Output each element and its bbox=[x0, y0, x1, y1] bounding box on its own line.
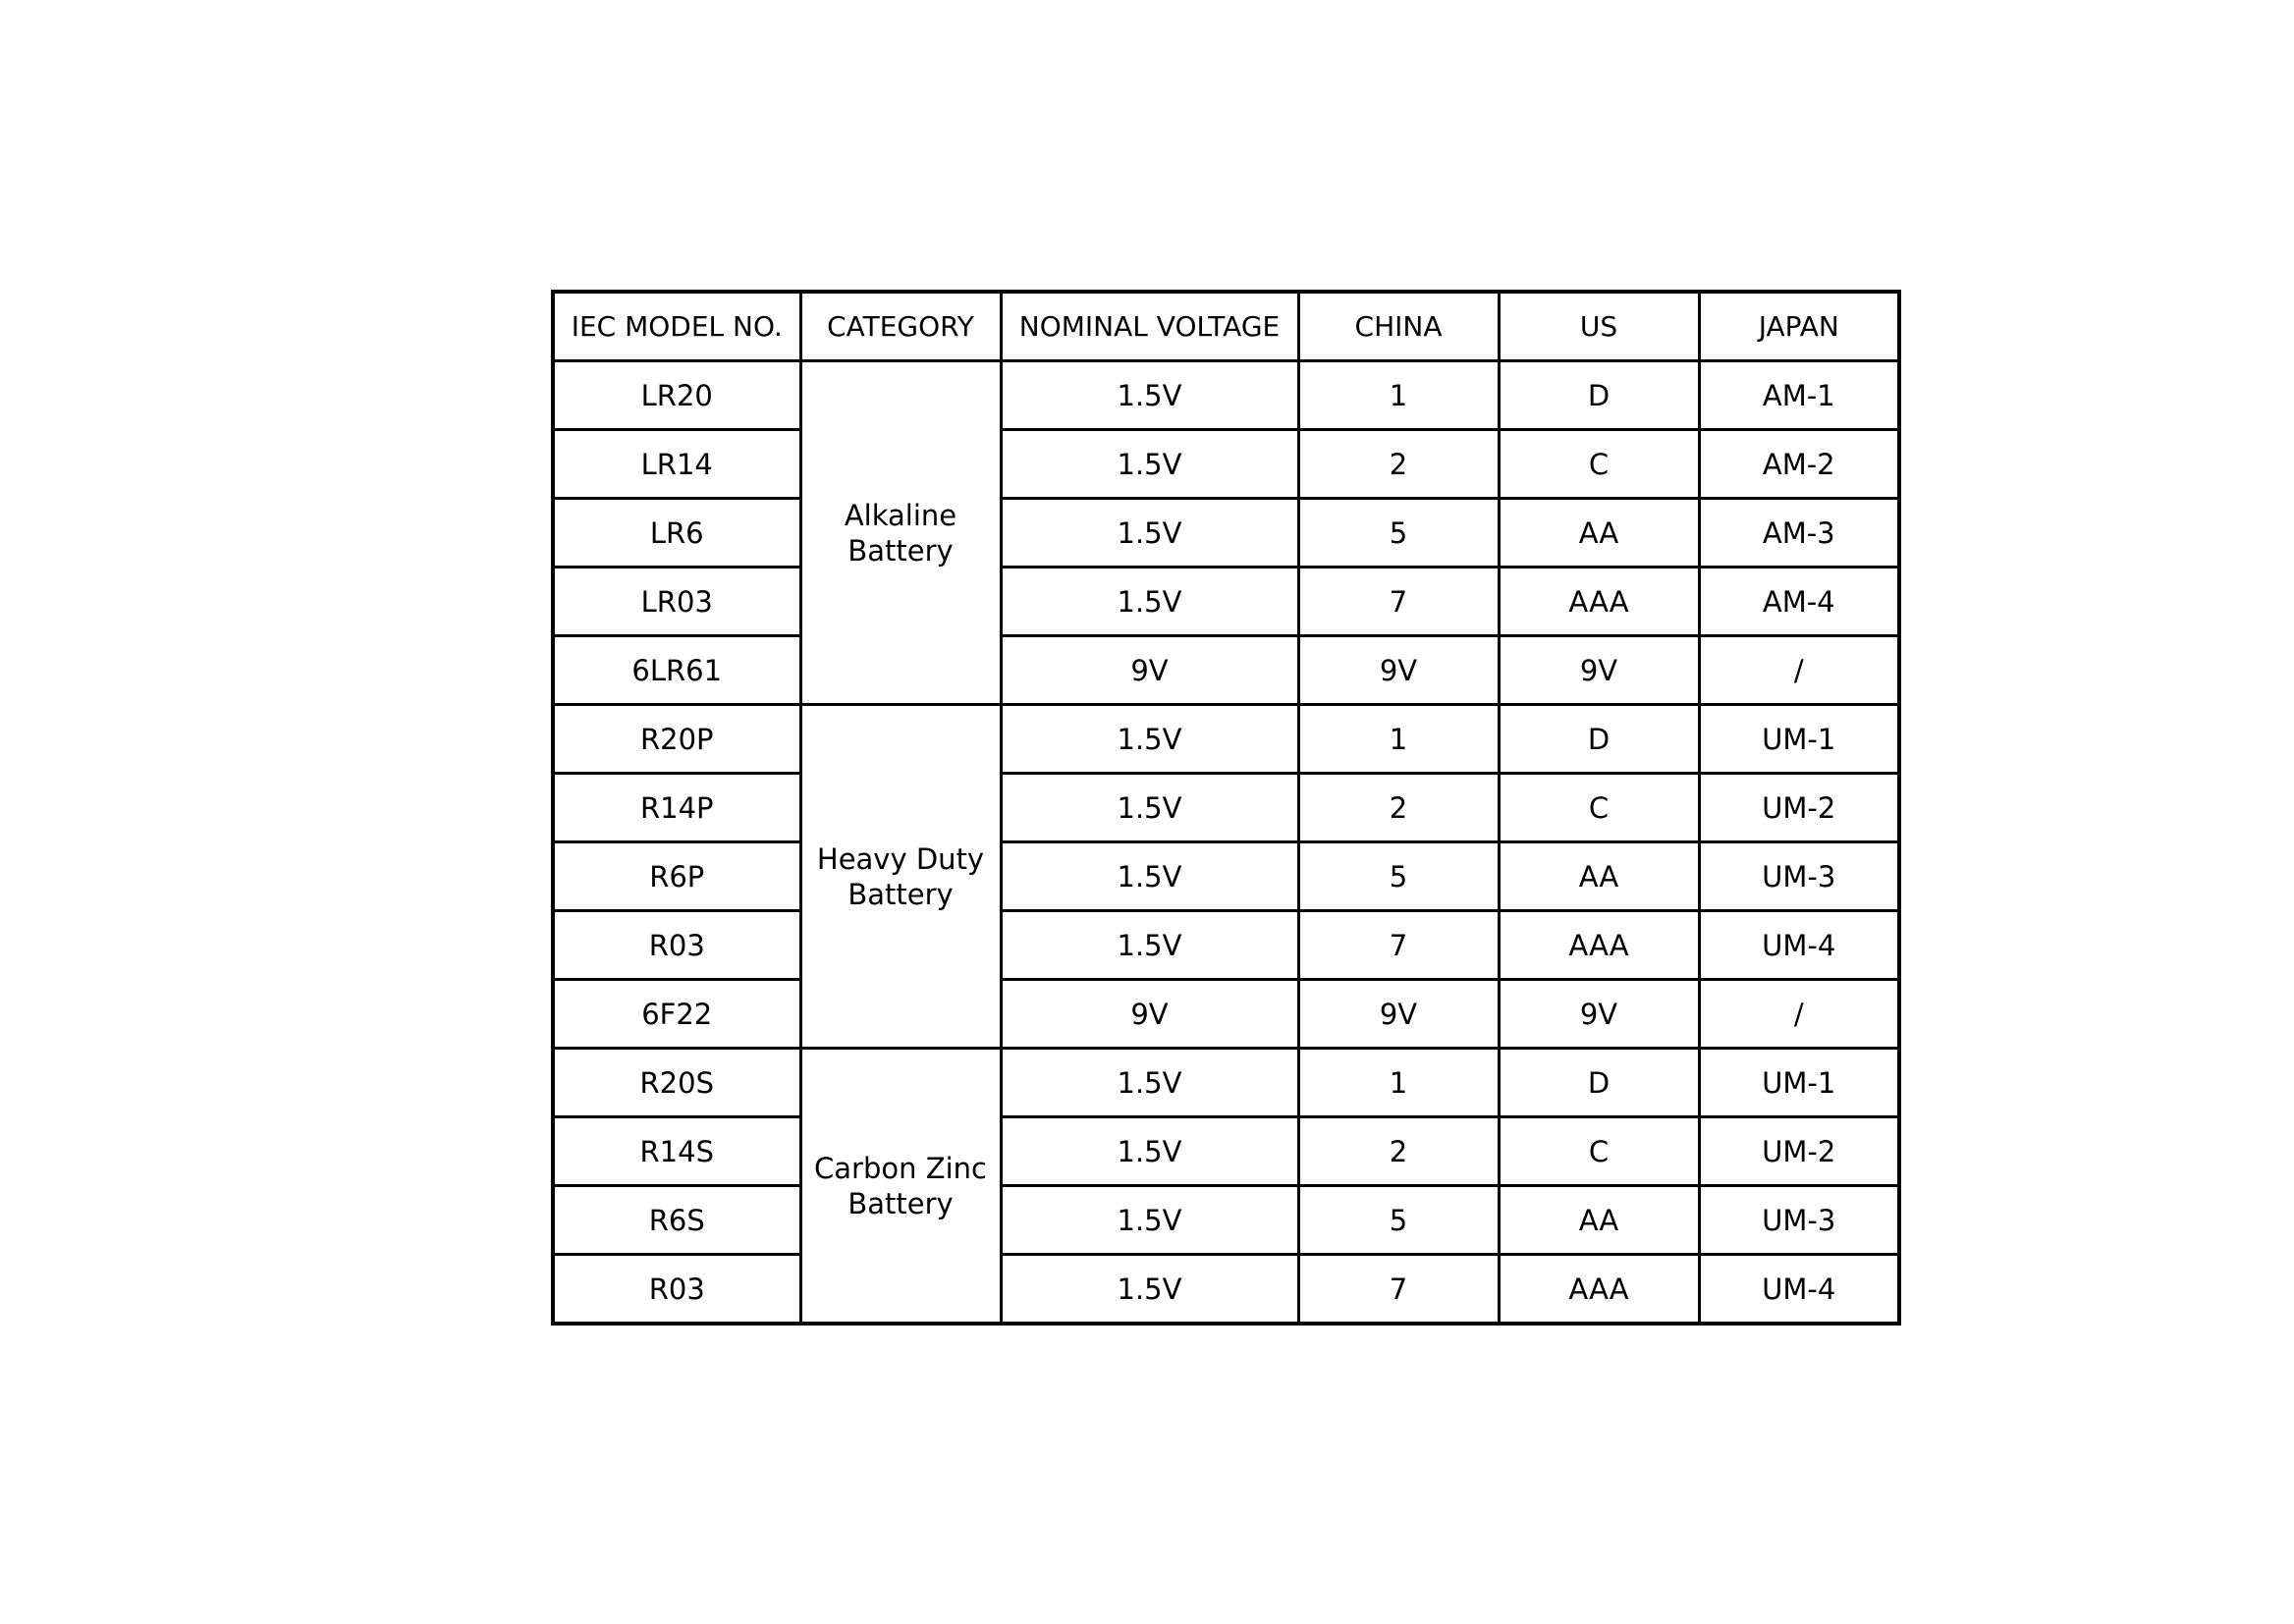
cell-voltage: 1.5V bbox=[1001, 911, 1298, 980]
cell-model: R03 bbox=[553, 1255, 800, 1325]
cell-us: AAA bbox=[1499, 1255, 1699, 1325]
cell-voltage: 1.5V bbox=[1001, 1255, 1298, 1325]
cell-model: R03 bbox=[553, 911, 800, 980]
cell-voltage: 1.5V bbox=[1001, 499, 1298, 568]
cell-japan: UM-1 bbox=[1699, 1049, 1899, 1117]
table-row bbox=[553, 842, 1899, 911]
cell-japan: UM-4 bbox=[1699, 911, 1899, 980]
cell-model: LR20 bbox=[553, 361, 800, 430]
table-row bbox=[553, 430, 1899, 499]
table-row bbox=[553, 911, 1899, 980]
cell-model: R14P bbox=[553, 774, 800, 842]
cell-model: 6LR61 bbox=[553, 636, 800, 705]
cell-china: 5 bbox=[1298, 842, 1499, 911]
cell-us: 9V bbox=[1499, 980, 1699, 1049]
cell-voltage: 1.5V bbox=[1001, 774, 1298, 842]
cell-us: C bbox=[1499, 1117, 1699, 1186]
cell-japan: AM-4 bbox=[1699, 568, 1899, 636]
cell-us: AA bbox=[1499, 499, 1699, 568]
cell-model: LR14 bbox=[553, 430, 800, 499]
cell-voltage: 1.5V bbox=[1001, 1049, 1298, 1117]
cell-china: 7 bbox=[1298, 1255, 1499, 1325]
table-body bbox=[553, 361, 1899, 1325]
cell-japan: UM-3 bbox=[1699, 842, 1899, 911]
cell-us: C bbox=[1499, 774, 1699, 842]
cell-model: R20S bbox=[553, 1049, 800, 1117]
header-iec-model: IEC MODEL NO. bbox=[553, 292, 800, 361]
cell-china: 2 bbox=[1298, 774, 1499, 842]
cell-us: AAA bbox=[1499, 911, 1699, 980]
cell-us: D bbox=[1499, 1049, 1699, 1117]
battery-size-table bbox=[551, 290, 1901, 1326]
cell-voltage: 9V bbox=[1001, 636, 1298, 705]
cell-category: Heavy Duty Battery bbox=[800, 705, 1001, 1049]
cell-us: AA bbox=[1499, 842, 1699, 911]
cell-voltage: 1.5V bbox=[1001, 1117, 1298, 1186]
cell-japan: UM-3 bbox=[1699, 1186, 1899, 1255]
header-us: US bbox=[1499, 292, 1699, 361]
table-row bbox=[553, 1117, 1899, 1186]
header-nominal-voltage: NOMINAL VOLTAGE bbox=[1001, 292, 1298, 361]
cell-china: 1 bbox=[1298, 1049, 1499, 1117]
table-header-row bbox=[553, 292, 1899, 361]
header-china: CHINA bbox=[1298, 292, 1499, 361]
cell-model: R6S bbox=[553, 1186, 800, 1255]
cell-category: Alkaline Battery bbox=[800, 361, 1001, 705]
table-row bbox=[553, 499, 1899, 568]
cell-china: 5 bbox=[1298, 499, 1499, 568]
cell-us: AAA bbox=[1499, 568, 1699, 636]
cell-voltage: 9V bbox=[1001, 980, 1298, 1049]
cell-japan: UM-2 bbox=[1699, 1117, 1899, 1186]
cell-china: 7 bbox=[1298, 568, 1499, 636]
table-row bbox=[553, 1186, 1899, 1255]
table-row bbox=[553, 568, 1899, 636]
table-row bbox=[553, 361, 1899, 430]
cell-japan: / bbox=[1699, 636, 1899, 705]
cell-china: 2 bbox=[1298, 1117, 1499, 1186]
cell-china: 5 bbox=[1298, 1186, 1499, 1255]
cell-china: 9V bbox=[1298, 636, 1499, 705]
cell-us: AA bbox=[1499, 1186, 1699, 1255]
table-row bbox=[553, 705, 1899, 774]
cell-model: R14S bbox=[553, 1117, 800, 1186]
cell-voltage: 1.5V bbox=[1001, 842, 1298, 911]
cell-china: 1 bbox=[1298, 705, 1499, 774]
cell-china: 9V bbox=[1298, 980, 1499, 1049]
cell-japan: UM-2 bbox=[1699, 774, 1899, 842]
cell-us: D bbox=[1499, 361, 1699, 430]
cell-japan: AM-2 bbox=[1699, 430, 1899, 499]
cell-us: 9V bbox=[1499, 636, 1699, 705]
cell-japan: AM-3 bbox=[1699, 499, 1899, 568]
header-japan: JAPAN bbox=[1699, 292, 1899, 361]
cell-voltage: 1.5V bbox=[1001, 361, 1298, 430]
cell-china: 1 bbox=[1298, 361, 1499, 430]
table-row bbox=[553, 1049, 1899, 1117]
cell-china: 7 bbox=[1298, 911, 1499, 980]
cell-voltage: 1.5V bbox=[1001, 1186, 1298, 1255]
cell-japan: UM-4 bbox=[1699, 1255, 1899, 1325]
table-row bbox=[553, 774, 1899, 842]
table-row bbox=[553, 636, 1899, 705]
cell-china: 2 bbox=[1298, 430, 1499, 499]
cell-voltage: 1.5V bbox=[1001, 430, 1298, 499]
cell-japan: / bbox=[1699, 980, 1899, 1049]
cell-model: 6F22 bbox=[553, 980, 800, 1049]
table-row bbox=[553, 1255, 1899, 1325]
cell-model: R6P bbox=[553, 842, 800, 911]
header-category: CATEGORY bbox=[800, 292, 1001, 361]
cell-voltage: 1.5V bbox=[1001, 705, 1298, 774]
cell-us: D bbox=[1499, 705, 1699, 774]
cell-model: R20P bbox=[553, 705, 800, 774]
cell-japan: UM-1 bbox=[1699, 705, 1899, 774]
cell-japan: AM-1 bbox=[1699, 361, 1899, 430]
cell-voltage: 1.5V bbox=[1001, 568, 1298, 636]
cell-category: Carbon Zinc Battery bbox=[800, 1049, 1001, 1325]
cell-us: C bbox=[1499, 430, 1699, 499]
cell-model: LR03 bbox=[553, 568, 800, 636]
table-row bbox=[553, 980, 1899, 1049]
cell-model: LR6 bbox=[553, 499, 800, 568]
